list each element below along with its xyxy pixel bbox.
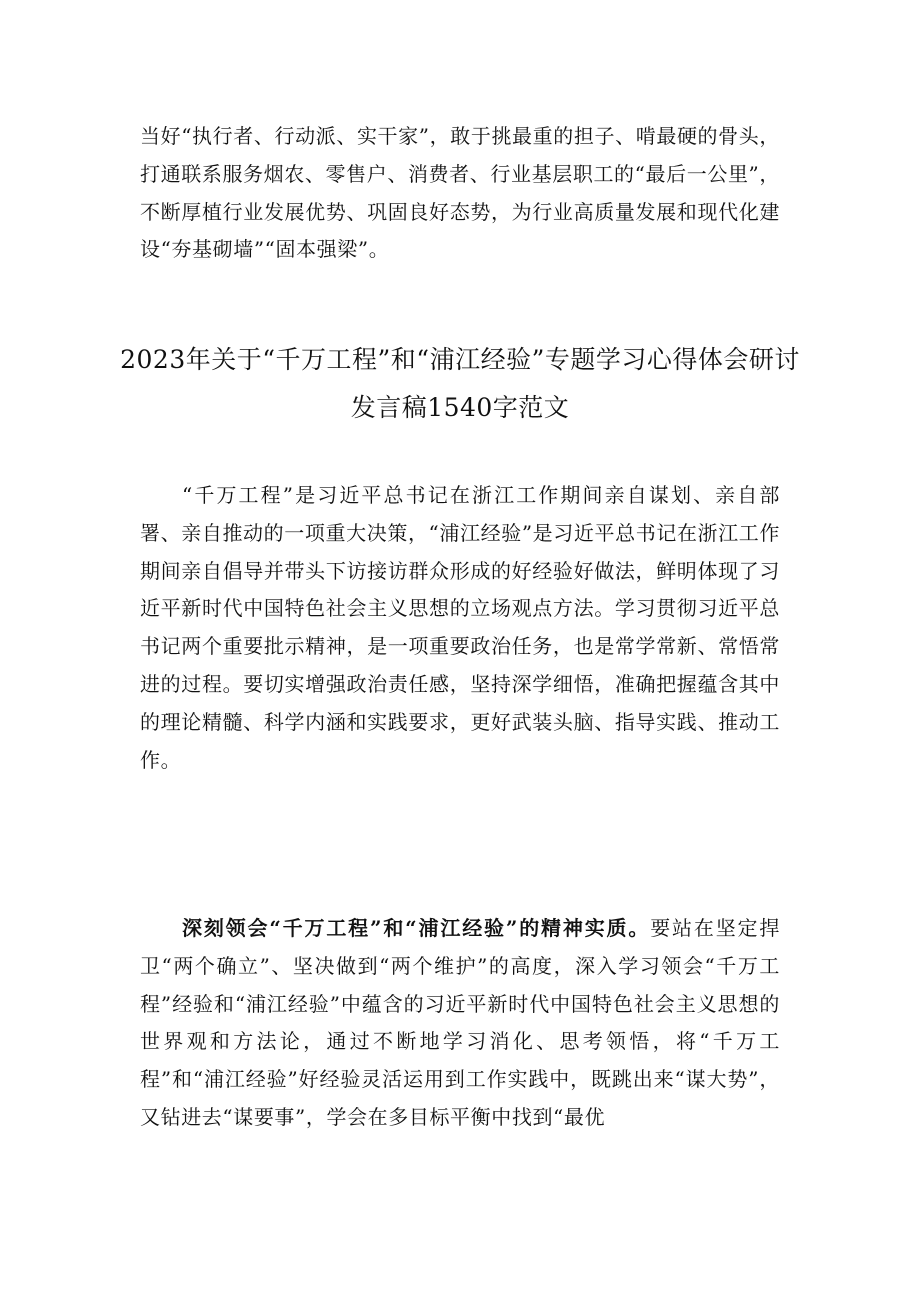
section-body-text: 要站在坚定捍卫“两个确立”、坚决做到“两个维护”的高度，深入学习领会“千万工程”经验和“浦江经验”中蕴含的习近平新时代中国特色社会主义思想的世界观和方法论，通过不断地学习消化、思考领悟，将“千万工程”和“浦江经验”好经验灵活运用到工作实践中，既跳出来“谋大势”，又钻进去“谋要事”，学会在多目标平衡中找到“最优 bbox=[140, 916, 780, 1129]
body-paragraph-1: “千万工程”是习近平总书记在浙江工作期间亲自谋划、亲自部署、亲自推动的一项重大决策，“浦江经验”是习近平总书记在浙江工作期间亲自倡导并带头下访接访群众形成的好经验好做法，鲜明体现了习近平新时代中国特色社会主义思想的立场观点方法。学习贯彻习近平总书记两个重要批示精神，是一项重要政治任务，也是常学常新、常悟常进的过程。要切实增强政治责任感，坚持深学细悟，准确把握蕴含其中的理论精髓、科学内涵和实践要求，更好武装头脑、指导实践、推动工作。 bbox=[140, 483, 780, 772]
intro-paragraph: 当好“执行者、行动派、实干家”，敢于挑最重的担子、啃最硬的骨头，打通联系服务烟农、零售户、消费者、行业基层职工的“最后一公里”，不断厚植行业发展优势、巩固良好态势，为行业高质量发展和现代化建设“夯基砌墙”“固本强梁”。 bbox=[140, 124, 780, 262]
document-title: 2023年关于“千万工程”和“浦江经验”专题学习心得体会研讨发言稿1540字范文 bbox=[120, 345, 800, 422]
section-lead-heading: 深刻领会“千万工程”和“浦江经验”的精神实质。 bbox=[182, 916, 651, 940]
body-paragraph-2 bbox=[140, 910, 780, 1137]
